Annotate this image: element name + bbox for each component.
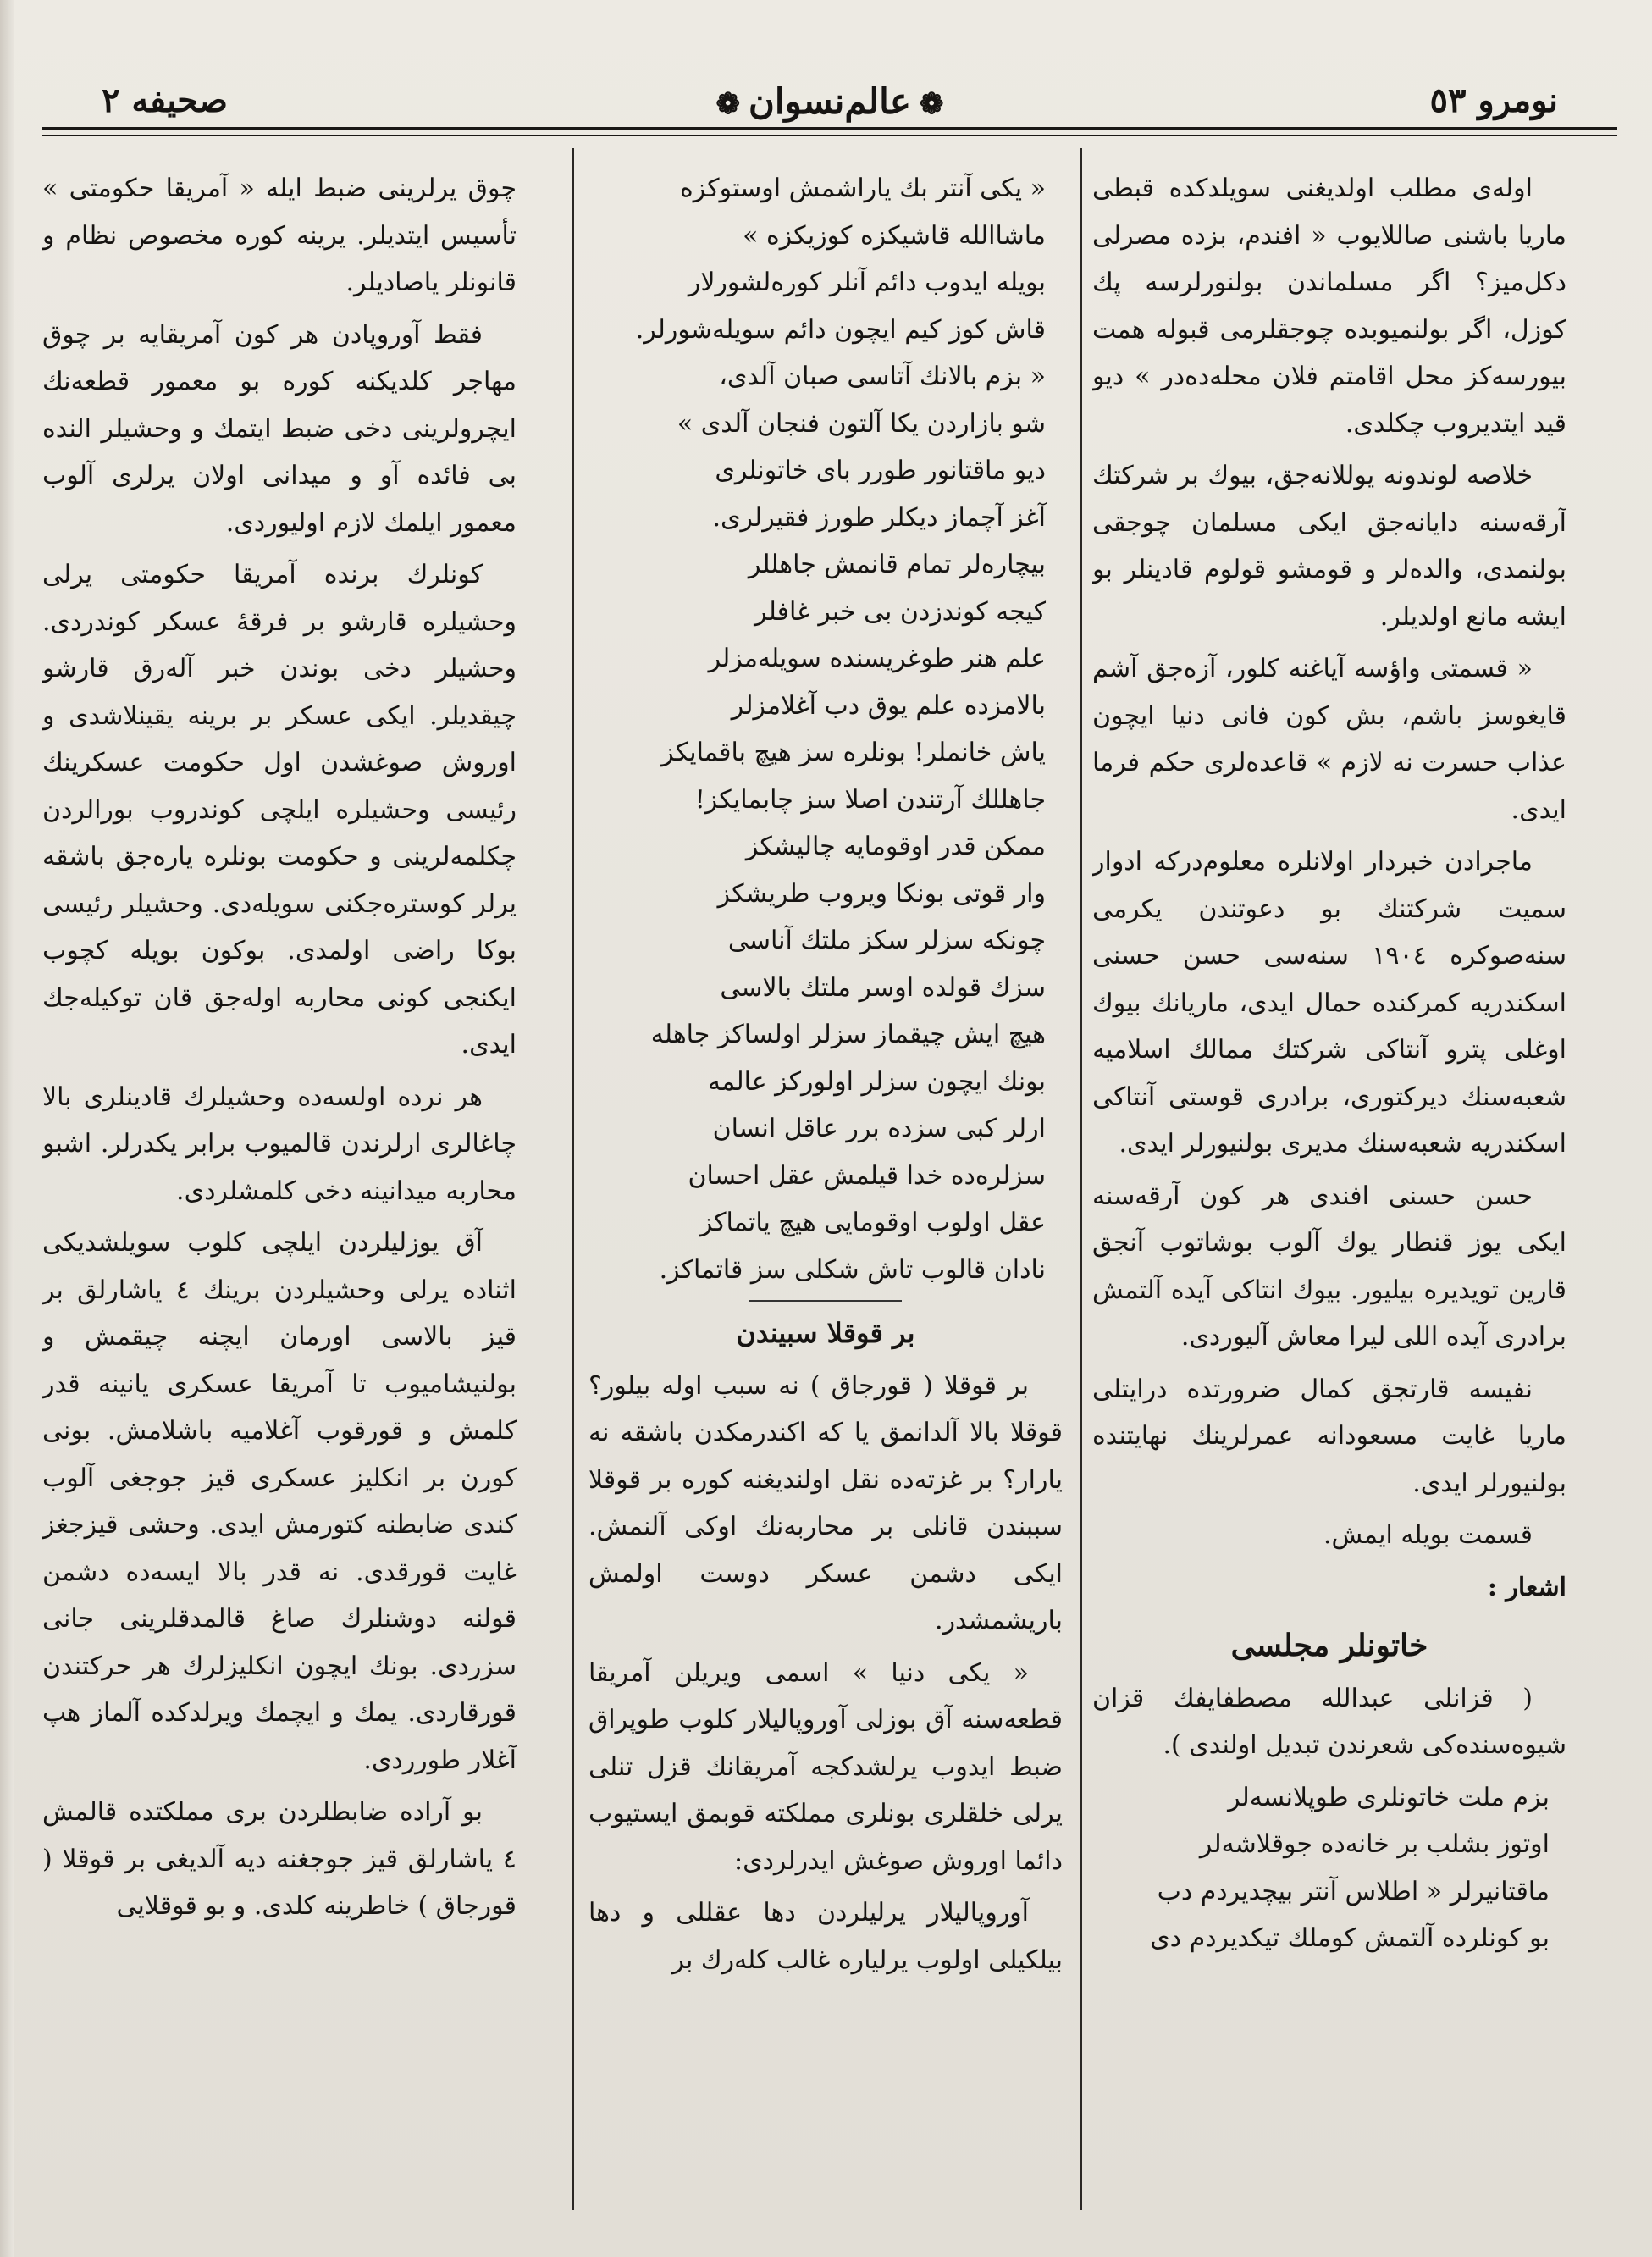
poem-subtitle: ( قزانلی عبدالله مصطفایفك قزان شیوه‌سنده‌کی شعرندن تبدیل اولندی ). [1092,1683,1566,1760]
paragraph: نفیسه قارتجق کمال ضرورتده درایتلی ماریا غایت مسعودانه عمرلرینك نهایتنده بولنیورلر ایدی. [1092,1374,1566,1498]
paragraph: آق یوزلیلردن ایلچی کلوب سویلشدیکی اثناده یرلی وحشیلردن برینك ٤ یاشارلق بر قیز بالاسی اورمان ایچنه چیقمش و بولنیشامیوب تا آمریقا عسکری یانینه قدر کلمش و قورقوب آغلامیه باشلامش. بونی کورن بر انکلیز عسکری قیز جوجغی آلوب کندی ضابطنه کتورمش ایدی. وحشی قیزجغز غایت قورقدی. نه قدر بالا ایسه‌ده دشمن قولنه دوشنلرك صاغ قالمدقلرینی جانی سزردی. بونك ایچون انکلیزلرك هر حرکتندن قورقاردی. یمك و ایچمك ویرلدکده آلماز هپ آغلار طورردی. [42,1228,517,1775]
verse-line: نادان قالوب تاش شکلی سز قاتماکز. [659,1254,1046,1285]
verse-line: سزك قولده اوسر ملتك بالاسی [720,972,1046,1003]
verse-line: یاش خانملر! بونلره سز هیچ باقمایکز [661,738,1046,767]
verse-line: دیو ماقتانور طورر بای خاتونلری [715,456,1046,485]
paragraph: فقط آوروپادن هر کون آمریقایه بر چوق مهاجر کلدیکنه کوره بو معمور قطعه‌نك ایچرولرینی دخی ضبط ایتمك و وحشیلر النده بی فائده آو و میدانی اولان یرلری آلوب معمور ایلمك لازم اولیوردی. [42,319,517,538]
paragraph: ماجرادن خبردار اولانلره معلوم‌درکه ادوار سمیت شرکتنك بو دعوتندن یکرمی سنه‌صوکره ١٩٠٤ سنه‌سی حسن حسنی اسکندریه کمرکنده حمال ایدی، ماریانك بیوك اوغلی پترو آنتاکی شرکتك ممالك اسلامیه شعبه‌سنك دیرکتوری، برادری قوستی آنتاکی اسکندریه شعبه‌سنك مدیری بولنیورلر ایدی. [1092,847,1566,1159]
paragraph: آوروپالیلار یرلیلردن دها عقللی و دها بیلکیلی اولوب یرلیاره غالب کله‌رك بر [588,1898,1063,1975]
column-left [42,165,517,2215]
paragraph: قسمت بویله ایمش. [1323,1520,1533,1550]
poem-title: خاتونلر مجلسی [1230,1628,1428,1663]
newspaper-title-text: عالم‌نسوان [749,80,911,122]
verse-line: بیچاره‌لر تمام قانمش جاهللر [748,550,1046,579]
paragraph: چوق یرلرینی ضبط ایله « آمریقا حکومتی » تأسیس ایتدیلر. یرینه کوره مخصوص نظام و قانونلر یاصادیلر. [42,174,517,297]
poem-verse [588,165,1063,1293]
verse-line: هیچ ایش چیقماز سزلر اولساکز جاهله [650,1020,1046,1049]
section-label: اشعار : [1487,1572,1566,1602]
verse-line: جاهللك آرتندن اصلا سز چابمایکز! [694,784,1046,815]
verse-line: ممکن قدر اوقومایه چالیشکز [745,832,1046,861]
verse-line: عقل اولوب اوقومایی هیچ یاتماکز [699,1208,1046,1237]
paragraph: « قسمتی واؤسه آیاغنه کلور، آزه‌جق آشم قایغوسز باشم، بش کون فانی دنیا ایچون عذاب حسرت نه لازم » قاعده‌لری حکم فرما ایدی. [1092,654,1566,825]
verse-line: ارلر کبی سزده برر عاقل انسان [712,1114,1046,1143]
issue-number: نومرو ٥٣ [1429,80,1558,120]
section-divider [749,1300,902,1302]
paragraph: « یکی دنیا » اسمی ویریلن آمریقا قطعه‌سنه آق بوزلی آوروپالیلار کلوب طوپراق ضبط ایدوب یرلشدکجه آمریقانك قزل تنلی یرلی خلقلری بونلری مملکته قوبمق ایستیوب دائما اوروش صوغش ایدرلردی: [588,1657,1063,1876]
verse-line: آغز آچماز دیکلر طورز فقیرلری. [712,502,1046,533]
verse-line: بو کونلرده آلتمش کوملك تیکدیردم دی [1150,1923,1550,1953]
ornament-icon: ❁ [715,87,740,121]
newspaper-title [677,80,982,122]
article-title: بر قوقلا سبیندن [736,1317,915,1349]
verse-line: اوتوز بشلب بر خانه‌ده جوقلاشه‌لر [1199,1829,1550,1859]
page-number: صحیفه ٢ [102,80,228,120]
verse-line: « بزم بالانك آتاسی صبان آلدی، [719,362,1046,391]
page-edge [0,0,14,2257]
verse-line: شو بازاردن یکا آلتون فنجان آلدی » [677,408,1046,439]
verse-line: بالامزده علم یوق دب آغلامزلر [731,690,1046,721]
verse-line: سزلره‌ده خدا قیلمش عقل احسان [688,1160,1046,1191]
header-rule [42,127,1617,130]
verse-line: علم هنر طوغریسنده سویله‌مزلر [708,644,1046,673]
verse-line: وار قوتی بونکا ویروب طریشکز [717,878,1046,909]
paragraph: کونلرك برنده آمریقا حکومتی یرلی وحشیلره قارشو بر فرقهٔ عسکر کوندردی. وحشیلر دخی بوندن خبر آله‌رق قارشو چیقدیلر. ایکی عسکر بر برینه یقینلاشدی و اوروش صوغشدن اول حکومت عسکرینك رئیسی وحشیلره ایلچی کوندروب بورالردن چکلمه‌لرینی و حکومت بونلره یاره‌جق باشقه یرلر کوستره‌جکنی سویله‌دی. وحشیلر رئیسی بوکا راضی اولمدی. بوکون بویله کچوب ایکنجی کونی محاربه اوله‌جق قان توکیله‌جك ایدی. [42,560,517,1059]
verse-line: ماقتانیرلر « اطلاس آنتر بیچدیردم دب [1157,1876,1550,1906]
paragraph: خلاصه لوندونه یوللانه‌جق، بیوك بر شرکتك آرقه‌سنه دایانه‌جق ایکی مسلمان چوجقی بولنمدی، والده‌لر و قومشو قولوم قادینلر بو ایشه مانع اولدیلر. [1092,461,1566,632]
ornament-icon: ❁ [919,87,944,121]
header-rule-thin [42,135,1617,136]
paragraph: حسن حسنی افندی هر کون آرقه‌سنه ایکی یوز قنطار یوك آلوب بوشاتوب آنجق قارین تویدیره بیلیور. بیوك انتاکی آیده آلتمش برادری آیده اللی لیرا معاش آلیوردی. [1092,1181,1566,1352]
verse-line: چونکه سزلر سکز ملتك آناسی [727,926,1046,955]
paragraph: بو آراده ضابطلردن بری مملکتده قالمش ٤ یاشارلق قیز جوجغنه دیه آلدیغی بر قوقلا ( قورجاق ) خاطرینه کلدی. و بو قوقلایی [42,1797,517,1921]
paragraph: بر قوقلا ( قورجاق ) نه سبب اوله بیلور؟ قوقلا بالا آلدانمق یا که اکندرمکدن باشقه نه یارار؟ بر غزته‌ده نقل اولندیغنه کوره بر قوقلا سببندن قانلی بر محاربه‌نك اوکی آلنمش. ایکی دشمن عسکر دوست اولمش باریشمشدر. [588,1370,1063,1635]
paragraph: اوله‌ی مطلب اولدیغنی سویلدکده قبطی ماریا باشنی صاللایوب « افندم، بزده مصرلی دکل‌میز؟ اگر مسلماندن بولنورلرسه پك کوزل، اگر بولنمیوبده چوجقلرمی قبوله همت بیورسه‌کز محل اقامتم فلان محله‌ده‌در » دیو قید ایتدیروب چکلدی. [1092,174,1566,439]
poem-verse [1092,1774,1566,1962]
verse-line: بزم ملت خاتونلری طوپلانسه‌لر [1228,1782,1550,1812]
verse-line: ماشاالله قاشیکزه کوزیکزه » [743,220,1046,251]
verse-line: « یکی آنتر بك یاراشمش اوستوکزه [680,174,1046,203]
column-middle [588,165,1063,2215]
column-divider [572,148,574,2210]
column-divider [1080,148,1082,2210]
verse-line: کیجه کوندزدن بی خبر غافلر [754,596,1046,627]
verse-line: قاش کوز کیم ایچون دائم سویله‌شورلر. [635,314,1046,345]
column-right [1092,165,1566,2215]
verse-line: بویله ایدوب دائم آنلر کوره‌لشورلار [688,268,1046,297]
verse-line: بونك ایچون سزلر اولورکز عالمه [708,1066,1046,1097]
paragraph: هر نرده اولسه‌ده وحشیلرك قادینلری بالا چاغالری ارلرندن قالمیوب برابر یکدرلر. اشبو محاربه میدانینه دخی کلمشلردی. [42,1081,517,1206]
